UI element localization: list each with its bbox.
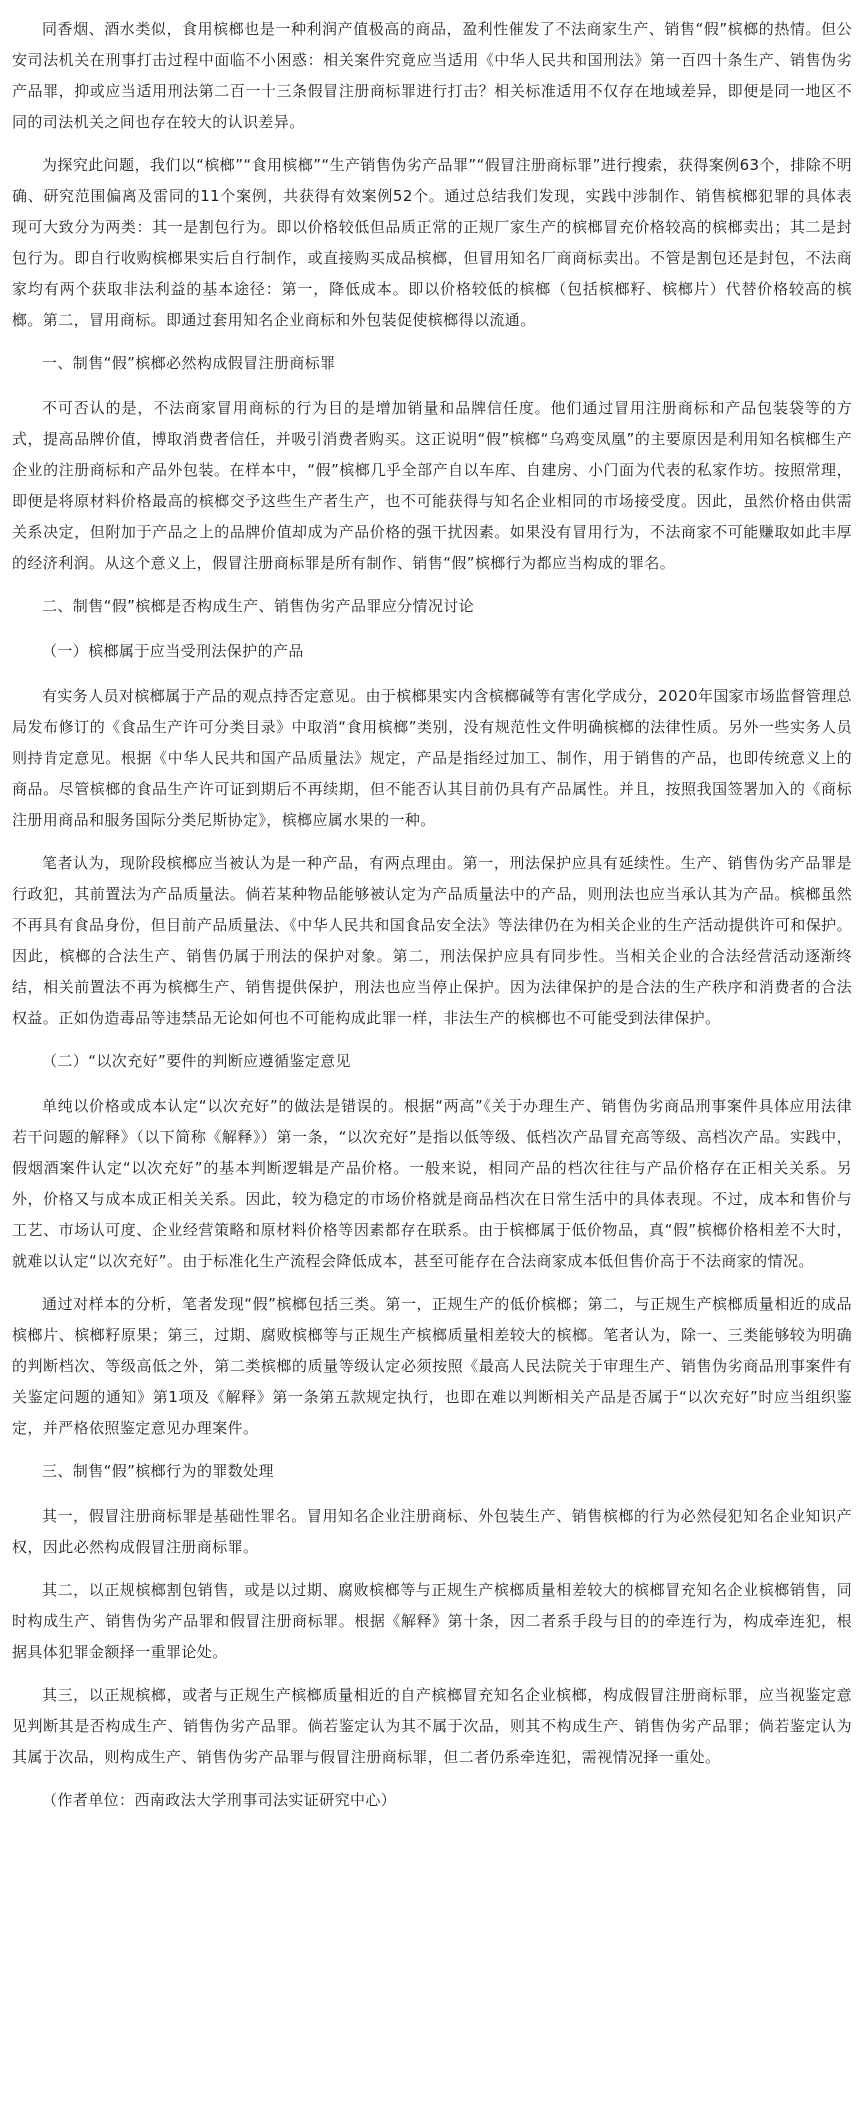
paragraph-inferior-goods: 单纯以价格或成本认定“以次充好”的做法是错误的。根据“两高”《关于办理生产、销售伪劣商品刑事案件具体应用法律若干问题的解释》（以下简称《解释》）第一条，“以次充好”是指以低等级、低档次产品冒充高等级、高档次产品。实践中，假烟酒案件认定“以次充好”的基本判断逻辑是产品价格。一般来说，相同产品的档次往往与产品价格存在正相关关系。另外，价格又与成本成正相关关系。因此，较为稳定的市场价格就是商品档次在日常生活中的具体表现。不过，成本和售价与工艺、市场认可度、企业经营策略和原材料价格等因素都存在联系。由于槟榔属于低价物品，真“假”槟榔价格相差不大时，就难以认定“以次充好”。由于标准化生产流程会降低成本，甚至可能存在合法商家成本低但售价高于不法商家的情况。: [12, 1097, 852, 1270]
paragraph-rule-two: 其二，以正规槟榔割包销售，或是以过期、腐败槟榔等与正规生产槟榔质量相差较大的槟榔冒充知名企业槟榔销售，同时构成生产、销售伪劣产品罪和假冒注册商标罪。根据《解释》第十条，因二者系手段与目的的牵连行为，构成牵连犯，根据具体犯罪金额择一重罪论处。: [12, 1581, 852, 1661]
paragraph-sample-analysis: 通过对样本的分析，笔者发现“假”槟榔包括三类。第一，正规生产的低价槟榔；第二，与正规生产槟榔质量相近的成品槟榔片、槟榔籽原果；第三，过期、腐败槟榔等与正规生产槟榔质量相差较大的槟榔。笔者认为，除一、三类能够较为明确的判断档次、等级高低之外，第二类槟榔的质量等级认定必须按照《最高人民法院关于审理生产、销售伪劣商品刑事案件有关鉴定问题的通知》第1项及《解释》第一条第五款规定执行，也即在难以判断相关产品是否属于“以次充好”时应当组织鉴定，并严格依照鉴定意见办理案件。: [12, 1295, 852, 1437]
paragraph-author-view: 笔者认为，现阶段槟榔应当被认为是一种产品，有两点理由。第一，刑法保护应具有延续性。生产、销售伪劣产品罪是行政犯，其前置法为产品质量法。倘若某种物品能够被认定为产品质量法中的产品，则刑法也应当承认其为产品。槟榔虽然不再具有食品身份，但目前产品质量法、《中华人民共和国食品安全法》等法律仍在为相关企业的生产活动提供许可和保护。因此，槟榔的合法生产、销售仍属于刑法的保护对象。第二，刑法保护应具有同步性。当相关企业的合法经营活动逐渐终结，相关前置法不再为槟榔生产、销售提供保护，刑法也应当停止保护。因为法律保护的是合法的生产秩序和消费者的合法权益。正如伪造毒品等违禁品无论如何也不可能构成此罪一样，非法生产的槟榔也不可能受到法律保护。: [12, 854, 852, 1027]
subsection-heading-2: （二）“以次充好”要件的判断应遵循鉴定意见: [42, 1052, 351, 1070]
subsection-heading-1: （一）槟榔属于应当受刑法保护的产品: [42, 642, 304, 660]
paragraph-rule-one: 其一，假冒注册商标罪是基础性罪名。冒用知名企业注册商标、外包装生产、销售槟榔的行为必然侵犯知名企业知识产权，因此必然构成假冒注册商标罪。: [12, 1507, 852, 1556]
section-heading-2: 二、制售“假”槟榔是否构成生产、销售伪劣产品罪应分情况讨论: [42, 597, 475, 615]
section-heading-3: 三、制售“假”槟榔行为的罪数处理: [42, 1462, 274, 1480]
paragraph-product-debate: 有实务人员对槟榔属于产品的观点持否定意见。由于槟榔果实内含槟榔碱等有害化学成分，2020年国家市场监督管理总局发布修订的《食品生产许可分类目录》中取消“食用槟榔”类别，没有规范性文件明确槟榔的法律性质。另外一些实务人员则持肯定意见。根据《中华人民共和国产品质量法》规定，产品是指经过加工、制作，用于销售的产品，也即传统意义上的商品。尽管槟榔的食品生产许可证到期后不再续期，但不能否认其目前仍具有产品属性。并且，按照我国签署加入的《商标注册用商品和服务国际分类尼斯协定》，槟榔应属水果的一种。: [12, 687, 852, 829]
paragraph-rule-three: 其三，以正规槟榔，或者与正规生产槟榔质量相近的自产槟榔冒充知名企业槟榔，构成假冒注册商标罪，应当视鉴定意见判断其是否构成生产、销售伪劣产品罪。倘若鉴定认为其不属于次品，则其不构成生产、销售伪劣产品罪；倘若鉴定认为其属于次品，则构成生产、销售伪劣产品罪与假冒注册商标罪，但二者仍系牵连犯，需视情况择一重处。: [12, 1686, 852, 1766]
section-heading-1: 一、制售“假”槟榔必然构成假冒注册商标罪: [42, 354, 336, 372]
author-affiliation: （作者单位：西南政法大学刑事司法实证研究中心）: [42, 1791, 397, 1809]
paragraph-intro: 同香烟、酒水类似，食用槟榔也是一种利润产值极高的商品，盈利性催发了不法商家生产、销售“假”槟榔的热情。但公安司法机关在刑事打击过程中面临不小困惑：相关案件究竟应当适用《中华人民共和国刑法》第一百四十条生产、销售伪劣产品罪，抑或应当适用刑法第二百一十三条假冒注册商标罪进行打击？相关标准适用不仅存在地域差异，即便是同一地区不同的司法机关之间也存在较大的认识差异。: [12, 20, 852, 131]
paragraph-research: 为探究此问题，我们以“槟榔”“食用槟榔”“生产销售伪劣产品罪”“假冒注册商标罪”进行搜索，获得案例63个，排除不明确、研究范围偏离及雷同的11个案例，共获得有效案例52个。通过总结我们发现，实践中涉制作、销售槟榔犯罪的具体表现可大致分为两类：其一是割包行为。即以价格较低但品质正常的正规厂家生产的槟榔冒充价格较高的槟榔卖出；其二是封包行为。即自行收购槟榔果实后自行制作，或直接购买成品槟榔，但冒用知名厂商商标卖出。不管是割包还是封包，不法商家均有两个获取非法利益的基本途径：第一，降低成本。即以价格较低的槟榔（包括槟榔籽、槟榔片）代替价格较高的槟榔。第二，冒用商标。即通过套用知名企业商标和外包装促使槟榔得以流通。: [12, 156, 852, 329]
paragraph-trademark: 不可否认的是，不法商家冒用商标的行为目的是增加销量和品牌信任度。他们通过冒用注册商标和产品包装袋等的方式，提高品牌价值，博取消费者信任，并吸引消费者购买。这正说明“假”槟榔“乌鸡变凤凰”的主要原因是利用知名槟榔生产企业的注册商标和产品外包装。在样本中，“假”槟榔几乎全部产自以车库、自建房、小门面为代表的私家作坊。按照常理，即便是将原材料价格最高的槟榔交予这些生产者生产，也不可能获得与知名企业相同的市场接受度。因此，虽然价格由供需关系决定，但附加于产品之上的品牌价值却成为产品价格的强干扰因素。如果没有冒用行为，不法商家不可能赚取如此丰厚的经济利润。从这个意义上，假冒注册商标罪是所有制作、销售“假”槟榔行为都应当构成的罪名。: [12, 399, 852, 572]
